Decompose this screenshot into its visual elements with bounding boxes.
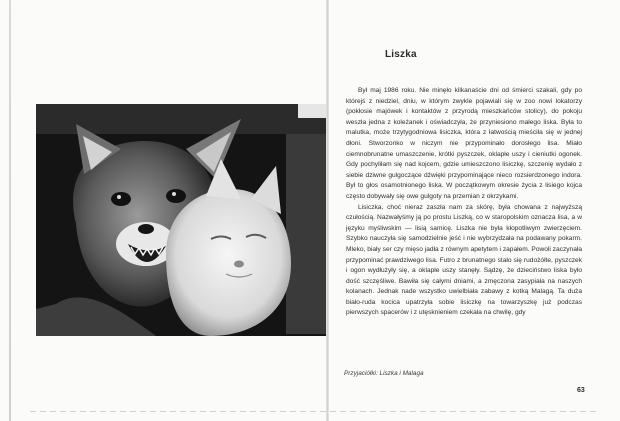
paragraph: Był maj 1986 roku. Nie minęło kilkanaście dni od śmierci szakali, gdy po którejś z niedziel, dniu, w którym zwykle pojawiali się w zoo nowi lokatorzy (pokłosie majówek i kontaktów z przyrodą mieszkańców stolicy), do pokoju weszła jedna z koleżanek i oświadczyła, że przyniesiono małego liska. Była to malutka, może trzytygodniowa lisiczka, która z łatwością mieściła się w jednej dłoni. Stworzonko w niczym nie przypominało dorosłego lisa. Miało ciemnobrunatne umaszczenie, krótki pyszczek, oklapłe uszy i cieniutki ogonek. Gdy pochyliłam się nad kojcem, gdzie umieszczono lisiczkę, szczenię wydało z siebie dziwne gulgoczące dźwięki przypominające nieco rozsierdzonego indora. Był to głos osamotnionego liska. W początkowym okresie życia z lisiego kojca często dobywały się owe gulgoty na przemian z okrzykami. xyxy=(346,87,582,200)
left-page-edge xyxy=(9,0,11,421)
article-title: Liszka xyxy=(385,49,417,60)
page-bottom-edge xyxy=(30,411,600,412)
book-gutter xyxy=(326,0,329,421)
page-number: 63 xyxy=(577,387,585,394)
photo-caption: Przyjaciółki: Liszka i Malaga xyxy=(344,370,424,377)
article-body xyxy=(346,86,582,319)
fox-and-cat-photo xyxy=(36,104,328,336)
paragraph: Lisiczka, choć nieraz zaszła nam za skórę, była chowana z najwyższą czułością. Nazwałyśmy ją po prostu Liszką, co w staropolskim oznacza lisa, a w języku myśliwskim — lisią samicę. Liszka nie była kłopotliwym zwierzęciem. Szybko nauczyła się samodzielnie jeść i nie wybrzydzała na podawany pokarm. Mleko, biały ser czy mięso jadła z równym apetytem i zapałem. Powoli zaczynała przypominać prawdziwego lisa. Futro z brunatnego stało się rudożółte, pyszczek i ogon wydłużyły się, a oklapłe uszy stanęły. Sądzę, że dzieciństwo liska było dość szczęśliwe. Bawiła się całymi dniami, a zmęczona zasypiała na naszych kolanach. Jednak nade wszystko uwielbiała zabawy z kotką Malagą. Ta duża biało-ruda kocica upatrzyła sobie lisiczkę na towarzyszkę już podczas pierwszych spacerów i z utęsknieniem czekała na chwilę, gdy xyxy=(346,203,583,317)
photo-illustration xyxy=(36,104,328,336)
